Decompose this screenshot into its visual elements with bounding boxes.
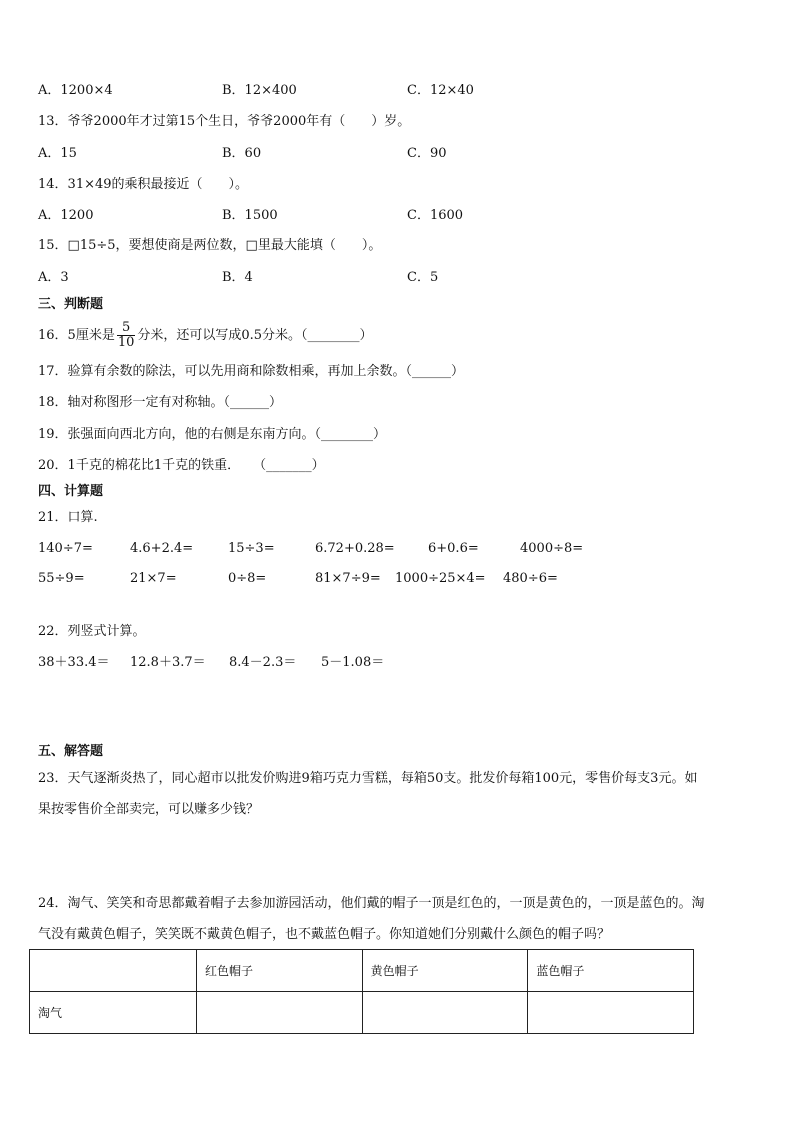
q21-title: 21．口算.	[38, 510, 98, 525]
q24-line-1: 24．淘气、笑笑和奇思都戴着帽子去参加游园活动，他们戴的帽子一顶是红色的，一顶是黄色的，一顶是蓝色的。淘	[38, 896, 705, 911]
q15-text: 15．□15÷5，要想使商是两位数，□里最大能填（ ）。	[38, 238, 382, 253]
table-header-cell	[30, 950, 197, 992]
q21-item: 4.6+2.4=	[130, 541, 194, 556]
q14-text: 14．31×49的乘积最接近（ ）。	[38, 177, 249, 192]
q22-item: 8.4－2.3＝	[229, 655, 297, 670]
q12-option-b: B．12×400	[222, 83, 297, 98]
q24-line-2: 气没有戴黄色帽子，笑笑既不戴黄色帽子，也不戴蓝色帽子。你知道她们分别戴什么颜色的帽子吗？	[38, 927, 611, 942]
table-row	[30, 992, 694, 1034]
q12-option-c: C．12×40	[407, 83, 474, 98]
q16-prefix: 16．5厘米是	[38, 328, 115, 343]
q18-text: 18．轴对称图形一定有对称轴。（______）	[38, 395, 283, 410]
section-5-title: 五、解答题	[38, 744, 104, 759]
table-cell-answer[interactable]	[528, 992, 694, 1034]
q22-item: 5－1.08＝	[321, 655, 385, 670]
section-4-title: 四、计算题	[38, 484, 104, 499]
q12-option-a: A．1200×4	[38, 83, 113, 98]
q22-item: 38＋33.4＝	[38, 655, 110, 670]
q21-item: 1000÷25×4=	[395, 571, 486, 586]
table-header-cell: 红色帽子	[197, 950, 363, 992]
q15-option-c: C．5	[407, 270, 439, 285]
q21-item: 0÷8=	[228, 571, 267, 586]
q13-text: 13．爷爷2000年才过第15个生日，爷爷2000年有（ ）岁。	[38, 114, 411, 129]
q22-item: 12.8＋3.7＝	[130, 655, 206, 670]
q22-title: 22．列竖式计算。	[38, 624, 146, 639]
q21-item: 6+0.6=	[428, 541, 479, 556]
table-header-row	[30, 950, 694, 992]
q16-fraction-numerator: 5	[117, 321, 136, 336]
q19-text: 19．张强面向西北方向，他的右侧是东南方向。（________）	[38, 427, 387, 442]
q21-item: 21×7=	[130, 571, 177, 586]
q21-item: 480÷6=	[503, 571, 558, 586]
q21-item: 6.72+0.28=	[315, 541, 395, 556]
table-cell: 淘气	[30, 992, 197, 1034]
table-cell-answer[interactable]	[362, 992, 528, 1034]
q21-item: 15÷3=	[228, 541, 275, 556]
q21-item: 81×7÷9=	[315, 571, 381, 586]
q16-text	[38, 320, 373, 352]
q21-item: 4000÷8=	[520, 541, 584, 556]
hat-color-table	[29, 949, 694, 1034]
q20-text: 20．1千克的棉花比1千克的铁重． （_______）	[38, 458, 325, 473]
q14-option-a: A．1200	[38, 208, 94, 223]
q14-option-b: B．1500	[222, 208, 278, 223]
q23-line-1: 23．天气逐渐炎热了，同心超市以批发价购进9箱巧克力雪糕，每箱50支。批发价每箱100元，零售价每支3元。如	[38, 771, 698, 786]
q17-text: 17．验算有余数的除法，可以先用商和除数相乘，再加上余数。（______）	[38, 364, 465, 379]
q15-option-a: A．3	[38, 270, 69, 285]
q13-option-b: B．60	[222, 146, 262, 161]
section-3-title: 三、判断题	[38, 297, 104, 312]
q13-option-c: C．90	[407, 146, 447, 161]
table-cell-answer[interactable]	[197, 992, 363, 1034]
q13-option-a: A．15	[38, 146, 77, 161]
q21-item: 140÷7=	[38, 541, 93, 556]
q16-fraction	[117, 321, 136, 350]
table-header-cell: 蓝色帽子	[528, 950, 694, 992]
q23-line-2: 果按零售价全部卖完，可以赚多少钱？	[38, 802, 260, 817]
q16-fraction-denominator: 10	[117, 335, 135, 350]
q14-option-c: C．1600	[407, 208, 464, 223]
q21-item: 55÷9=	[38, 571, 85, 586]
table-header-cell: 黄色帽子	[362, 950, 528, 992]
q16-suffix: 分米，还可以写成0.5分米。（________）	[137, 328, 373, 343]
q15-option-b: B．4	[222, 270, 253, 285]
